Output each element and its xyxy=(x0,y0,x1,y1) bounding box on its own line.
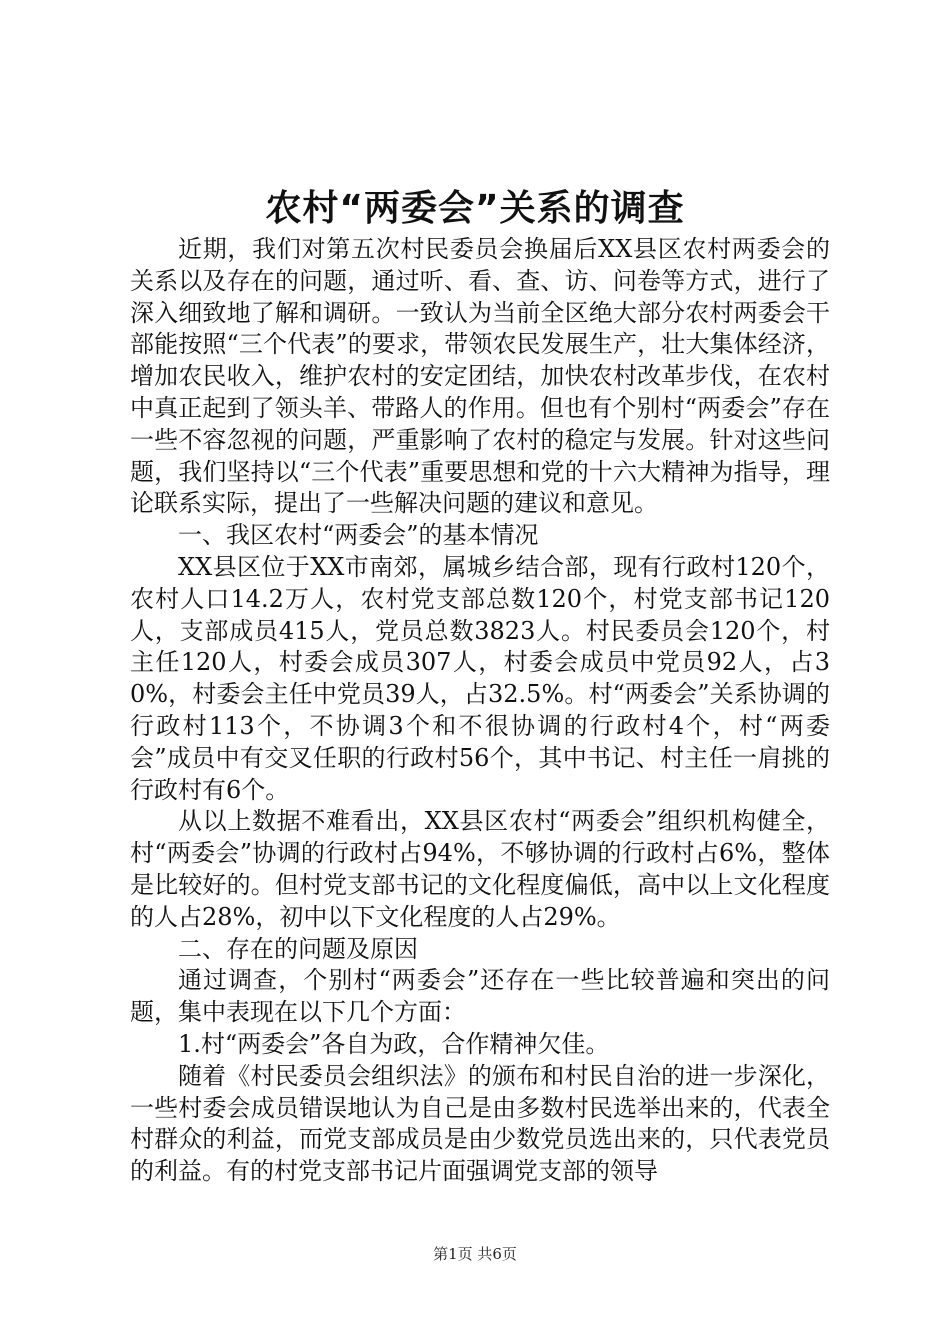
paragraph-problems-intro: 通过调查，个别村“两委会”还存在一些比较普遍和突出的问题，集中表现在以下几个方面： xyxy=(130,966,830,1027)
section-heading-problems: 二、存在的问题及原因 xyxy=(178,934,418,963)
page-footer: 第1页 共6页 xyxy=(433,1245,517,1263)
paragraph-statistics: XX县区位于XX市南郊，属城乡结合部，现有行政村120个，农村人口14.2万人，农村党支部总数120个，村党支部书记120人，支部成员415人，党员总数3823人。村民委员会120个，村主任120人，村委会成员307人，村委会成员中党员92人，占30%，村委会主任中党员39人，占32.5%。村“两委会”关系协调的行政村113个，不协调3个和不很协调的行政村4个，村“两委会”成员中有交叉任职的行政村56个，其中书记、村主任一肩挑的行政村有6个。 xyxy=(130,552,830,804)
document-body xyxy=(130,234,830,1188)
paragraph-intro: 近期，我们对第五次村民委员会换届后XX县区农村两委会的关系以及存在的问题，通过听、看、查、访、问卷等方式，进行了深入细致地了解和调研。一致认为当前全区绝大部分农村两委会干部能按照“三个代表”的要求，带领农民发展生产，壮大集体经济，增加农民收入，维护农村的安定团结，加快农村改革步伐，在农村中真正起到了领头羊、带路人的作用。但也有个别村“两委会”存在一些不容忽视的问题，严重影响了农村的稳定与发展。针对这些问题，我们坚持以“三个代表”重要思想和党的十六大精神为指导，理论联系实际，提出了一些解决问题的建议和意见。 xyxy=(130,235,830,518)
section-heading-basic-situation: 一、我区农村“两委会”的基本情况 xyxy=(178,521,539,550)
paragraph-analysis: 从以上数据不难看出，XX县区农村“两委会”组织机构健全，村“两委会”协调的行政村占94%，不够协调的行政村占6%，整体是比较好的。但村党支部书记的文化程度偏低，高中以上文化程度的人占28%，初中以下文化程度的人占29%。 xyxy=(130,807,830,931)
paragraph-problem-1: 随着《村民委员会组织法》的颁布和村民自治的进一步深化，一些村委会成员错误地认为自己是由多数村民选举出来的，代表全村群众的利益，而党支部成员是由少数党员选出来的，只代表党员的利益。有的村党支部书记片面强调党支部的领导 xyxy=(130,1061,830,1186)
subheading-problem-1: 1.村“两委会”各自为政，合作精神欠佳。 xyxy=(178,1029,610,1058)
document-title: 农村“两委会”关系的调查 xyxy=(265,188,685,229)
